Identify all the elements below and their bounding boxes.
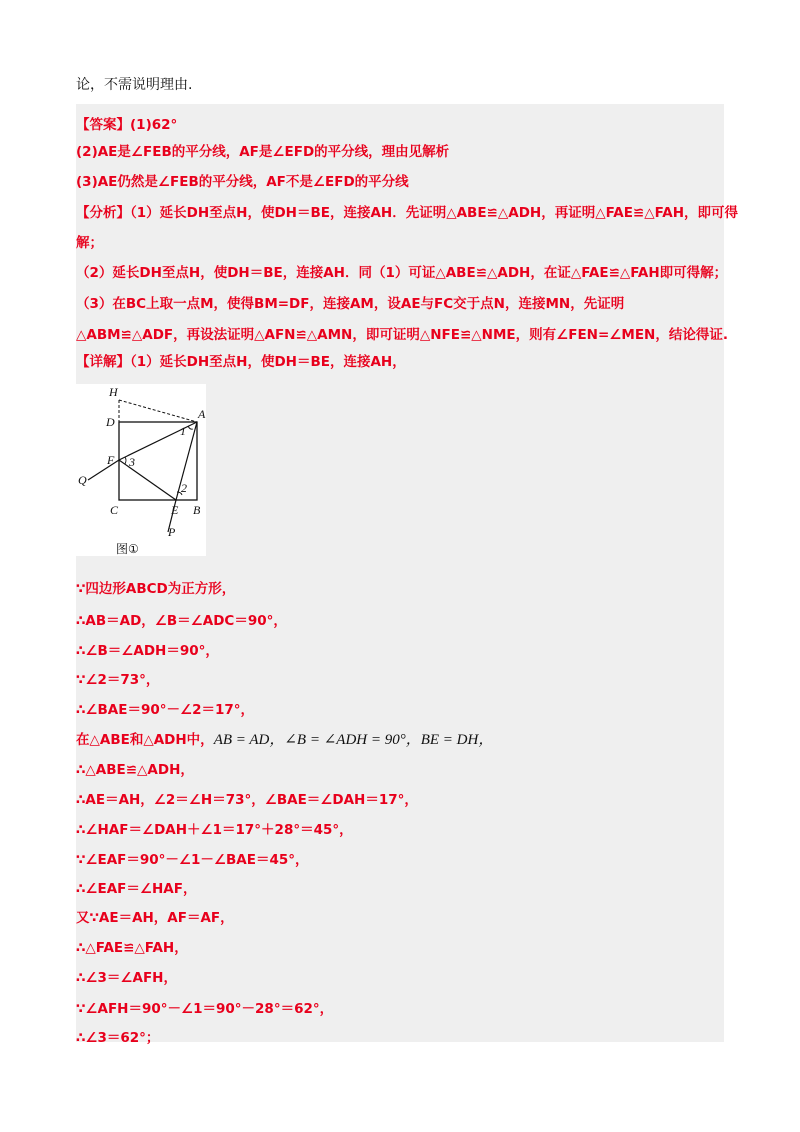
step-4: ∵∠2＝73°， bbox=[76, 672, 160, 688]
geometry-figure bbox=[76, 384, 206, 556]
answer-heading: 【答案】(1)62° bbox=[76, 117, 178, 133]
segment-fe bbox=[119, 460, 176, 500]
step-14: ∴∠3＝∠AFH， bbox=[76, 970, 177, 986]
step-2: ∴AB＝AD，∠B＝∠ADC＝90°， bbox=[76, 613, 287, 629]
step-16: ∴∠3＝62°； bbox=[76, 1030, 160, 1046]
dashed-ha bbox=[119, 400, 197, 422]
step-12: 又∵AE＝AH，AF＝AF， bbox=[76, 910, 234, 926]
step-8: ∴AE＝AH，∠2＝∠H＝73°，∠BAE＝∠DAH＝17°， bbox=[76, 792, 418, 808]
analysis-2: （2）延长DH至点H，使DH＝BE，连接AH．同（1）可证△ABE≌△ADH，在证△FAE≌△FAH即可得解； bbox=[76, 265, 728, 281]
label-d: D bbox=[106, 415, 115, 429]
step-5: ∴∠BAE＝90°－∠2＝17°， bbox=[76, 702, 255, 718]
label-angle-1: 1 bbox=[180, 424, 186, 438]
label-angle-3: 3 bbox=[129, 455, 135, 469]
answer-3: (3)AE仍然是∠FEB的平分线，AF不是∠EFD的平分线 bbox=[76, 174, 409, 190]
step-3: ∴∠B＝∠ADH＝90°， bbox=[76, 643, 219, 659]
label-a: A bbox=[198, 407, 206, 421]
answer-panel bbox=[76, 104, 739, 1046]
step-6 bbox=[76, 728, 493, 749]
label-c: C bbox=[110, 503, 119, 517]
step-6-math: AB = AD，∠B = ∠ADH = 90°，BE = DH， bbox=[213, 732, 494, 748]
step-15: ∵∠AFH＝90°－∠1＝90°－28°＝62°， bbox=[76, 1001, 334, 1017]
label-f: F bbox=[107, 453, 115, 467]
analysis-3b: △ABM≌△ADF，再设法证明△AFN≌△AMN，即可证明△NFE≌△NME，则有∠FEN=∠MEN，结论得证. bbox=[76, 327, 728, 343]
angle-3-arc bbox=[125, 457, 126, 464]
figure-caption: 图① bbox=[116, 542, 139, 556]
step-6-prefix: 在△ABE和△ADH中， bbox=[76, 732, 214, 748]
step-11: ∴∠EAF＝∠HAF， bbox=[76, 881, 197, 897]
label-h: H bbox=[109, 385, 118, 399]
answer-2: (2)AE是∠FEB的平分线，AF是∠EFD的平分线，理由见解析 bbox=[76, 144, 450, 160]
ray-fq bbox=[88, 460, 119, 480]
step-13: ∴△FAE≌△FAH， bbox=[76, 940, 188, 956]
label-q: Q bbox=[78, 473, 87, 487]
analysis-1b: 解； bbox=[76, 235, 103, 251]
label-e: E bbox=[171, 503, 179, 517]
label-p: P bbox=[168, 525, 176, 539]
intro-text: 论，不需说明理由. bbox=[76, 77, 193, 93]
angle-1-arc bbox=[188, 426, 193, 429]
detail-heading: 【详解】（1）延长DH至点H，使DH＝BE，连接AH， bbox=[76, 354, 406, 370]
analysis-3a: （3）在BC上取一点M，使得BM=DF，连接AM，设AE与FC交于点N，连接MN，先证明 bbox=[76, 296, 625, 312]
step-1: ∵四边形ABCD为正方形， bbox=[76, 581, 236, 597]
label-b: B bbox=[193, 503, 201, 517]
analysis-1a: 【分析】（1）延长DH至点H，使DH＝BE，连接AH．先证明△ABE≌△ADH，再证明△FAE≌△FAH，即可得 bbox=[76, 205, 739, 221]
label-angle-2: 2 bbox=[181, 481, 187, 495]
step-9: ∴∠HAF＝∠DAH＋∠1＝17°＋28°＝45°， bbox=[76, 822, 353, 838]
step-7: ∴△ABE≌△ADH， bbox=[76, 762, 194, 778]
step-10: ∵∠EAF＝90°－∠1－∠BAE＝45°， bbox=[76, 852, 309, 868]
